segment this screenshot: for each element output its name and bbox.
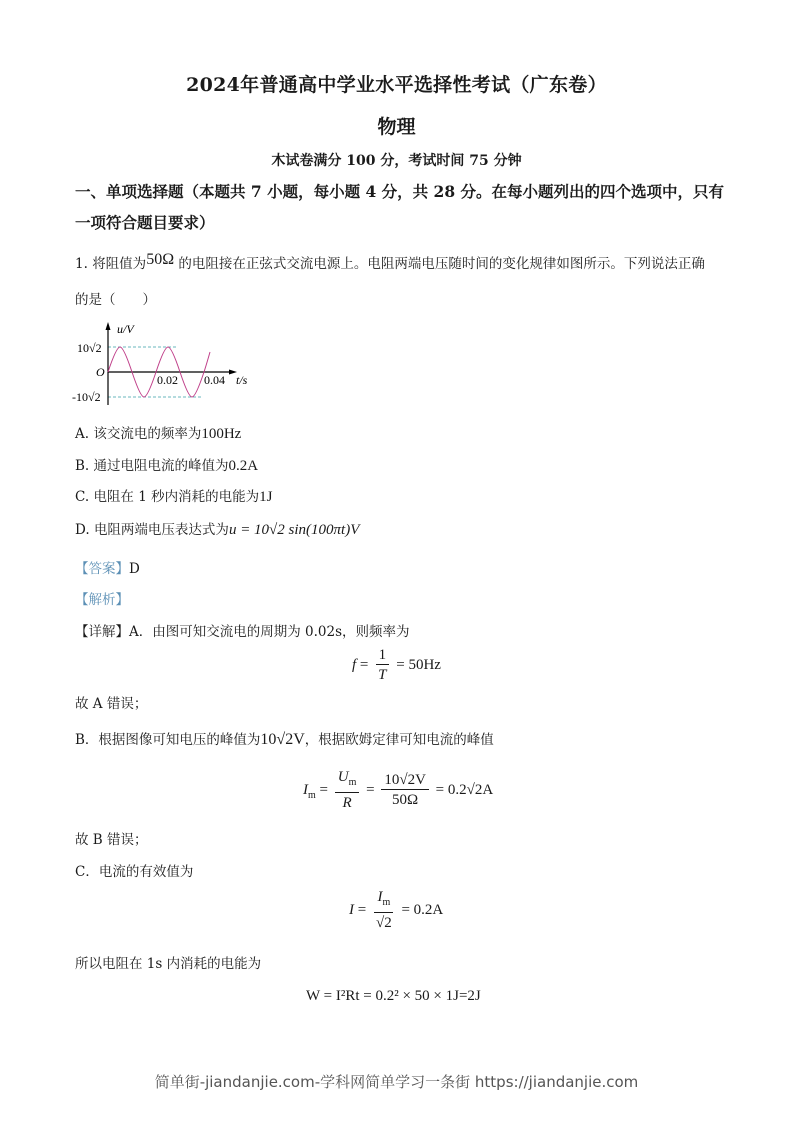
- option-c-value: 1J: [259, 489, 273, 505]
- option-a-label: A.: [75, 426, 90, 442]
- fraction: [375, 646, 389, 685]
- option-c-label: C.: [75, 489, 90, 505]
- option-d[interactable]: [75, 518, 359, 539]
- option-b-text: 通过电阻电流的峰值为: [93, 458, 229, 474]
- y-axis-arrow-icon: [106, 322, 111, 330]
- energy-equation: W = I²Rt = 0.2² × 50 × 1J=2J: [306, 988, 481, 1004]
- detail-a-conclusion: 故 A 错误；: [75, 696, 148, 712]
- eq-I-sub: m: [308, 789, 316, 801]
- frac-num-sub: m: [382, 897, 391, 908]
- question-text-after: 的电阻接在正弦式交流电源上。电阻两端电压随时间的变化规律如图所示。下列说法正确: [178, 256, 705, 272]
- option-c[interactable]: [75, 485, 272, 506]
- option-a[interactable]: [75, 422, 241, 443]
- question-stem-line2: 的是（ ）: [75, 292, 156, 308]
- x-tick-004: 0.04: [204, 373, 225, 387]
- detail-c-text2: 所以电阻在 1s 内消耗的电能为: [75, 956, 262, 972]
- answer-line: [75, 557, 140, 577]
- option-b-label: B.: [75, 458, 90, 474]
- detail-label: 【详解】: [75, 624, 129, 640]
- option-d-value: u = 10√2 sin(100πt)V: [228, 522, 360, 538]
- y-axis-label: u/V: [117, 322, 134, 336]
- detail-b-line: [75, 728, 494, 749]
- eq-f: f: [352, 656, 357, 673]
- frac2-num: 10√2V: [381, 771, 429, 790]
- rms-current-equation: I = $\frac{I_m}{√2}$ = 0.2A: [349, 889, 444, 931]
- frac1-num-sub: m: [348, 777, 357, 788]
- detail-b-text-before: B．根据图像可知电压的峰值为: [75, 732, 261, 748]
- exam-info: 木试卷满分 100 分，考试时间 75 分钟: [271, 153, 522, 169]
- frac-den: T: [378, 667, 387, 683]
- frac-den: √2: [375, 915, 392, 931]
- eq-I: I: [349, 901, 354, 918]
- option-a-text: 该交流电的频率为: [93, 426, 202, 442]
- detail-c-line: C．电流的有效值为: [75, 864, 194, 880]
- x-tick-002: 0.02: [157, 373, 178, 387]
- eq-rhs: = 0.2A: [401, 901, 444, 918]
- frac1-num: U: [337, 769, 349, 785]
- x-axis-label: t/s: [236, 373, 248, 387]
- y-tick-peak: 10√2: [77, 341, 102, 355]
- option-b-value: 0.2A: [228, 458, 259, 474]
- y-tick-trough: -10√2: [72, 390, 101, 404]
- analysis-label: 【解析】: [75, 592, 129, 608]
- option-a-value: 100Hz: [201, 426, 242, 442]
- detail-a-text: A．由图可知交流电的周期为 0.02s，则频率为: [129, 624, 410, 640]
- fraction-2: [381, 771, 429, 810]
- frac-num: I: [377, 889, 383, 905]
- subject-title: 物理: [377, 116, 416, 138]
- detail-b-value: 10√2V: [260, 731, 305, 748]
- section-heading-line2: 一项符合题目要求）: [75, 213, 215, 232]
- option-c-text: 电阻在 1 秒内消耗的电能为: [93, 489, 260, 505]
- detail-b-text-after: ，根据欧姆定律可知电流的峰值: [304, 732, 494, 748]
- option-d-label: D.: [75, 522, 90, 538]
- voltage-time-graph: [60, 318, 260, 413]
- question-text-before: 将阻值为: [92, 256, 147, 272]
- option-d-text: 电阻两端电压表达式为: [93, 522, 229, 538]
- question-number: 1.: [75, 256, 88, 272]
- eq-I: I: [303, 781, 308, 798]
- eq-rhs: = 0.2√2A: [435, 781, 494, 798]
- peak-current-equation: $I_m$ = $\frac{U_m}{R}$ = $\frac{10√2V}{50\Omega}$ = 0.2√2A: [303, 769, 494, 811]
- resistance-value: 50Ω: [146, 251, 175, 268]
- detail-b-conclusion: 故 B 错误；: [75, 832, 148, 848]
- frac1-den: R: [342, 795, 352, 811]
- detail-a-line: [75, 620, 410, 640]
- fraction-1: [335, 768, 360, 813]
- answer-label: 【答案】: [75, 561, 129, 577]
- origin-label: O: [96, 365, 105, 379]
- section-heading-line1: 一、单项选择题（本题共 7 小题，每小题 4 分，共 28 分。在每小题列出的四个选项中，只有: [75, 182, 725, 201]
- frac-num: 1: [376, 646, 390, 665]
- frac2-den: 50Ω: [392, 792, 419, 808]
- option-b[interactable]: [75, 454, 258, 475]
- exam-title: 2024年普通高中学业水平选择性考试（广东卷）: [186, 74, 607, 96]
- fraction: [373, 888, 395, 933]
- answer-value: D: [129, 561, 140, 577]
- watermark-footer: 简单街-jiandanjie.com-学科网简单学习一条街 https://jiandanjie.com: [154, 1073, 639, 1091]
- question-stem: [75, 252, 705, 273]
- eq-rhs: = 50Hz: [396, 656, 441, 673]
- frequency-equation: f = $\frac{1}{T}$ = 50Hz: [352, 647, 441, 683]
